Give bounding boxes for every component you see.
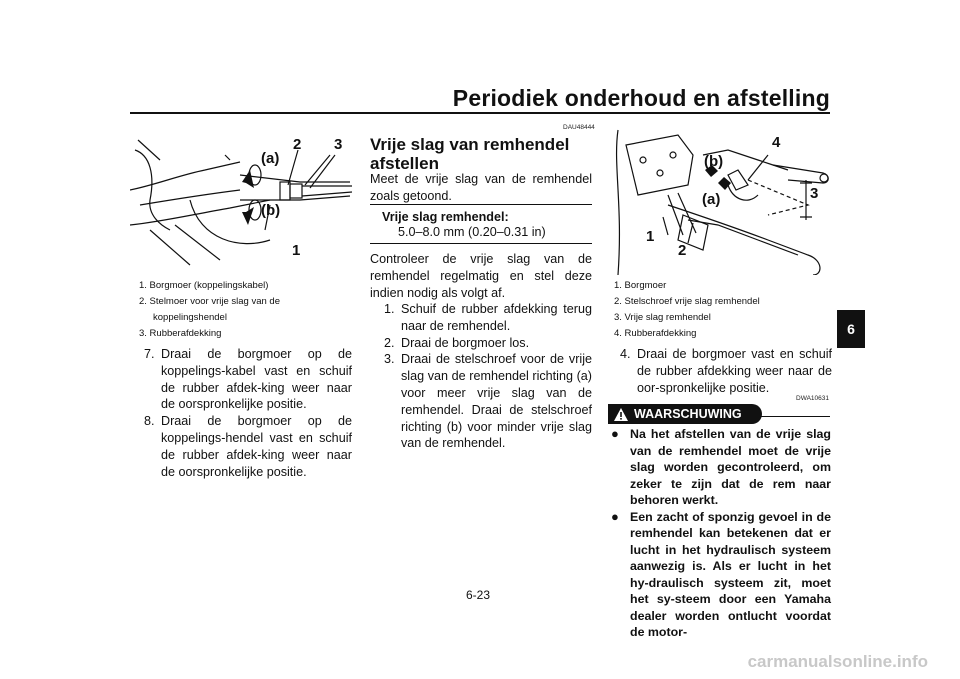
warning-label: WAARSCHUWING xyxy=(634,407,742,421)
brake-steps xyxy=(384,301,592,452)
warning-badge xyxy=(608,404,762,424)
clutch-lever-illustration xyxy=(130,130,355,270)
callout-2: 2 xyxy=(678,242,687,259)
warning-item: ● Een zacht of sponzig gevoel in de remhendel kan betekenen dat er lucht in het hydraulisch systeem aanwezig is. Als er lucht in het hy-draulisch systeem zit, moet het sy-steem door een Yamaha dealer worden ontlucht voordat de motor- xyxy=(611,508,831,639)
spec-box xyxy=(370,204,592,244)
page-header-title: Periodiek onderhoud en afstelling xyxy=(452,85,830,111)
warning-triangle-icon xyxy=(614,408,628,421)
warning-list xyxy=(611,426,831,641)
brake-figure-caption xyxy=(614,278,834,342)
caption-item: 1. Borgmoer xyxy=(614,280,667,291)
callout-b: (b) xyxy=(261,202,281,219)
caption-item: 3. Vrije slag remhendel xyxy=(614,312,711,323)
caption-item: 2. Stelmoer voor vrije slag van de xyxy=(139,296,280,307)
step-item: 1. Schuif de rubber afdekking terug naar de remhendel. xyxy=(384,302,592,333)
spec-label: Vrije slag remhendel: xyxy=(382,210,509,224)
brake-lever-illustration xyxy=(608,125,833,275)
bullet-icon: ● xyxy=(611,426,619,441)
clutch-steps xyxy=(144,346,352,480)
chapter-tab[interactable]: 6 xyxy=(837,310,865,348)
callout-2: 2 xyxy=(293,136,302,153)
caption-item-continuation: koppelingshendel xyxy=(153,312,227,323)
bullet-icon: ● xyxy=(611,508,619,524)
callout-a: (a) xyxy=(261,150,280,167)
clutch-figure xyxy=(130,130,355,270)
step-item: 2. Draai de borgmoer los. xyxy=(384,335,530,350)
callout-b: (b) xyxy=(704,153,724,170)
header-rule xyxy=(130,112,830,114)
warning-rule xyxy=(760,416,830,417)
step-item: 7. Draai de borgmoer op de koppelings-kabel vast en schuif de rubber afdek-king weer naar de oorspronkelijke positie. xyxy=(144,347,352,412)
warning-item: ● Na het afstellen van de vrije slag van de remhendel moet de vrije slag worden gecontroleerd, om zeker te zijn dat de rem naar behoren werkt. xyxy=(611,426,831,507)
callout-3: 3 xyxy=(334,136,343,153)
warning-doc-code: DWA10631 xyxy=(796,395,829,402)
callout-1: 1 xyxy=(646,228,655,245)
callout-3: 3 xyxy=(810,185,819,202)
spec-value: 5.0–8.0 mm (0.20–0.31 in) xyxy=(398,225,546,239)
step-item: 8. Draai de borgmoer op de koppelings-hendel vast en schuif de rubber afdek-king weer naar de oorspronkelijke positie. xyxy=(144,414,352,479)
section-intro: Meet de vrije slag van de remhendel zoals getoond. xyxy=(370,172,592,203)
section-title: Vrije slag van remhendel afstellen xyxy=(370,135,570,173)
caption-item: 3. Rubberafdekking xyxy=(139,328,222,339)
caption-item: 4. Rubberafdekking xyxy=(614,328,697,339)
watermark-text: carmanualsonline.info xyxy=(747,652,928,671)
callout-a: (a) xyxy=(702,191,721,208)
page-number: 6-23 xyxy=(466,588,491,602)
clutch-figure-caption xyxy=(139,278,359,342)
callout-4: 4 xyxy=(772,134,781,151)
caption-item: 2. Stelschroef vrije slag remhendel xyxy=(614,296,760,307)
section-doc-code: DAU48444 xyxy=(563,124,595,131)
section-paragraph: Controleer de vrije slag van de remhendel regelmatig en stel deze indien nodig als volgt af. xyxy=(370,252,592,300)
brake-figure xyxy=(608,125,833,275)
callout-1: 1 xyxy=(292,242,301,259)
caption-item: 1. Borgmoer (koppelingskabel) xyxy=(139,280,269,291)
step-item: 4. Draai de borgmoer vast en schuif de rubber afdekking weer naar de oor-spronkelijke positie. xyxy=(620,347,832,395)
brake-step-4 xyxy=(620,346,832,396)
step-item: 3. Draai de stelschroef voor de vrije slag van de remhendel richting (a) voor meer vrije slag van de remhendel. Draai de stelschroef richting (b) voor minder vrije slag van de remhendel. xyxy=(384,352,592,451)
